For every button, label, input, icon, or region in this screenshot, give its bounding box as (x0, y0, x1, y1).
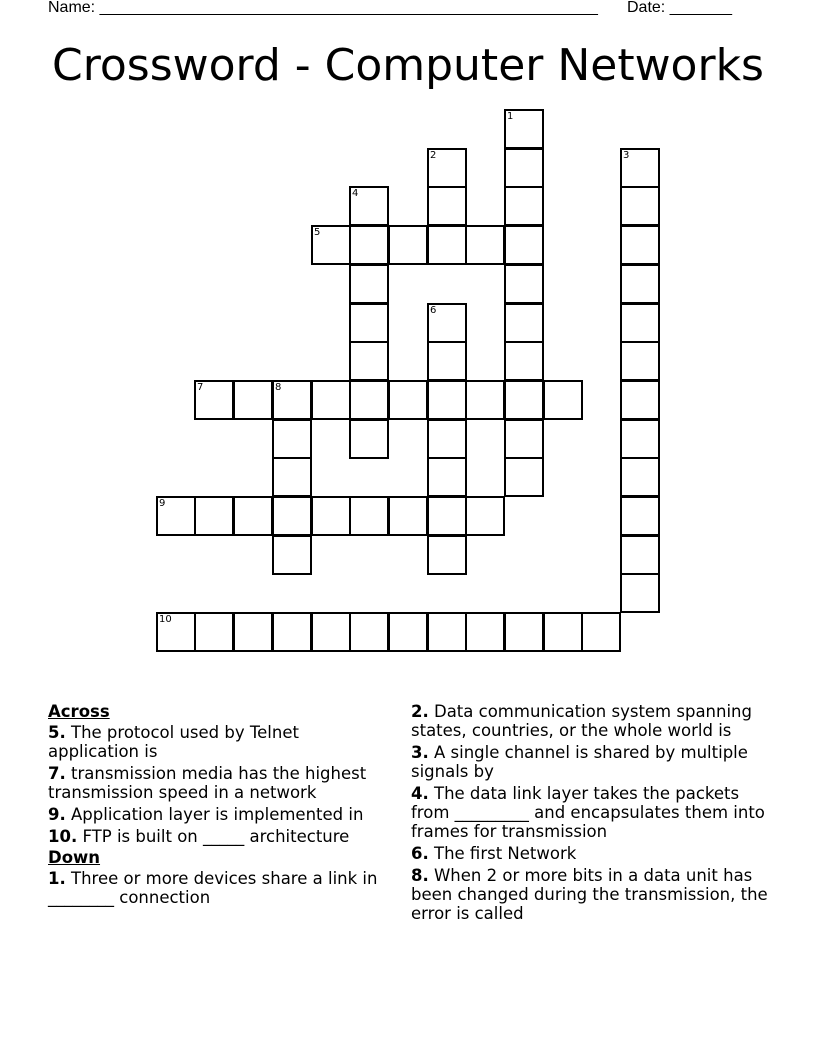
grid-cell[interactable] (620, 496, 660, 536)
clue-item (411, 743, 771, 781)
date-field[interactable]: Date: _______ (627, 0, 732, 16)
grid-cell[interactable] (465, 225, 505, 265)
grid-cell[interactable] (504, 457, 544, 497)
grid-cell[interactable] (311, 225, 351, 265)
grid-cell[interactable] (427, 148, 467, 188)
grid-cell[interactable] (504, 264, 544, 304)
grid-cell[interactable] (388, 612, 428, 652)
grid-cell[interactable] (620, 535, 660, 575)
clue-number: 4 (352, 188, 359, 199)
clue-number-label: 8. (411, 866, 429, 885)
clue-text: The protocol used by Telnet application is (48, 723, 299, 761)
grid-cell[interactable] (156, 612, 196, 652)
clue-number-label: 5. (48, 723, 66, 742)
grid-cell[interactable] (272, 496, 312, 536)
clue-number-label: 1. (48, 869, 66, 888)
grid-cell[interactable] (427, 612, 467, 652)
clue-number-label: 3. (411, 743, 429, 762)
grid-cell[interactable] (620, 573, 660, 613)
clue-text: FTP is built on _____ architecture (77, 827, 350, 846)
grid-cell[interactable] (349, 186, 389, 226)
clue-text: Data communication system spanning states, countries, or the whole world is (411, 702, 752, 740)
grid-cell[interactable] (272, 457, 312, 497)
grid-cell[interactable] (349, 380, 389, 420)
grid-cell[interactable] (427, 341, 467, 381)
clue-number: 7 (197, 382, 204, 393)
grid-cell[interactable] (349, 612, 389, 652)
grid-cell[interactable] (427, 535, 467, 575)
grid-cell[interactable] (388, 496, 428, 536)
grid-cell[interactable] (194, 612, 234, 652)
grid-cell[interactable] (349, 225, 389, 265)
clue-text: The first Network (428, 844, 577, 863)
clue-number: 6 (430, 305, 437, 316)
grid-cell[interactable] (272, 419, 312, 459)
grid-cell[interactable] (543, 612, 583, 652)
grid-cell[interactable] (272, 612, 312, 652)
grid-cell[interactable] (272, 380, 312, 420)
name-field[interactable]: Name: ________________________________________________________ (48, 0, 598, 16)
grid-cell[interactable] (504, 186, 544, 226)
clue-number-label: 10. (48, 827, 78, 846)
across-heading: Across (48, 702, 110, 721)
grid-cell[interactable] (349, 303, 389, 343)
clue-text: A single channel is shared by multiple signals by (411, 743, 748, 781)
clue-number-label: 9. (48, 805, 66, 824)
clues-column-right (411, 702, 771, 926)
grid-cell[interactable] (620, 380, 660, 420)
clues-column-left (48, 702, 393, 910)
grid-cell[interactable] (620, 225, 660, 265)
grid-cell[interactable] (427, 380, 467, 420)
grid-cell[interactable] (349, 419, 389, 459)
grid-cell[interactable] (349, 496, 389, 536)
page-title: Crossword - Computer Networks (52, 40, 764, 91)
grid-cell[interactable] (504, 380, 544, 420)
down-clue-list-left (48, 869, 393, 907)
clue-number: 1 (507, 111, 514, 122)
clue-item (48, 764, 393, 802)
grid-cell[interactable] (311, 380, 351, 420)
clue-item (48, 827, 393, 846)
grid-cell[interactable] (465, 612, 505, 652)
down-clue-list-right (411, 702, 771, 923)
clue-text: When 2 or more bits in a data unit has been changed during the transmission, the error is called (411, 866, 768, 923)
clue-text: Three or more devices share a link in ________ connection (48, 869, 378, 907)
clue-text: The data link layer takes the packets from _________ and encapsulates them into frames for transmission (411, 784, 765, 841)
clue-number: 9 (159, 498, 166, 509)
grid-cell[interactable] (194, 380, 234, 420)
grid-cell[interactable] (349, 264, 389, 304)
grid-cell[interactable] (620, 264, 660, 304)
grid-cell[interactable] (311, 496, 351, 536)
grid-cell[interactable] (581, 612, 621, 652)
clue-text: transmission media has the highest transmission speed in a network (48, 764, 367, 802)
grid-cell[interactable] (388, 225, 428, 265)
grid-cell[interactable] (427, 457, 467, 497)
grid-cell[interactable] (620, 303, 660, 343)
grid-cell[interactable] (427, 419, 467, 459)
grid-cell[interactable] (620, 341, 660, 381)
grid-cell[interactable] (427, 496, 467, 536)
grid-cell[interactable] (194, 496, 234, 536)
clue-number: 8 (275, 382, 282, 393)
clue-item (48, 723, 393, 761)
grid-cell[interactable] (465, 496, 505, 536)
grid-cell[interactable] (465, 380, 505, 420)
clue-number-label: 2. (411, 702, 429, 721)
grid-cell[interactable] (311, 612, 351, 652)
clue-item (411, 784, 771, 841)
grid-cell[interactable] (543, 380, 583, 420)
grid-cell[interactable] (504, 109, 544, 149)
clue-item (411, 844, 771, 863)
grid-cell[interactable] (233, 612, 273, 652)
grid-cell[interactable] (620, 148, 660, 188)
clue-item (411, 702, 771, 740)
grid-cell[interactable] (427, 225, 467, 265)
grid-cell[interactable] (427, 303, 467, 343)
grid-cell[interactable] (504, 341, 544, 381)
grid-cell[interactable] (233, 496, 273, 536)
grid-cell[interactable] (620, 186, 660, 226)
down-heading: Down (48, 848, 101, 867)
grid-cell[interactable] (504, 419, 544, 459)
clue-number-label: 7. (48, 764, 66, 783)
grid-cell[interactable] (620, 419, 660, 459)
grid-cell[interactable] (388, 380, 428, 420)
grid-cell[interactable] (233, 380, 273, 420)
grid-cell[interactable] (504, 303, 544, 343)
grid-cell[interactable] (504, 148, 544, 188)
grid-cell[interactable] (349, 341, 389, 381)
clue-text: Application layer is implemented in (65, 805, 364, 824)
grid-cell[interactable] (272, 535, 312, 575)
grid-cell[interactable] (504, 225, 544, 265)
clue-item (48, 869, 393, 907)
clue-number: 2 (430, 150, 437, 161)
across-clue-list (48, 723, 393, 846)
clue-number-label: 6. (411, 844, 429, 863)
clue-number: 3 (623, 150, 630, 161)
grid-cell[interactable] (427, 186, 467, 226)
clue-number: 5 (314, 227, 321, 238)
grid-cell[interactable] (156, 496, 196, 536)
clue-item (48, 805, 393, 824)
grid-cell[interactable] (620, 457, 660, 497)
clue-item (411, 866, 771, 923)
grid-cell[interactable] (504, 612, 544, 652)
clue-number: 10 (159, 614, 172, 625)
clue-number-label: 4. (411, 784, 429, 803)
